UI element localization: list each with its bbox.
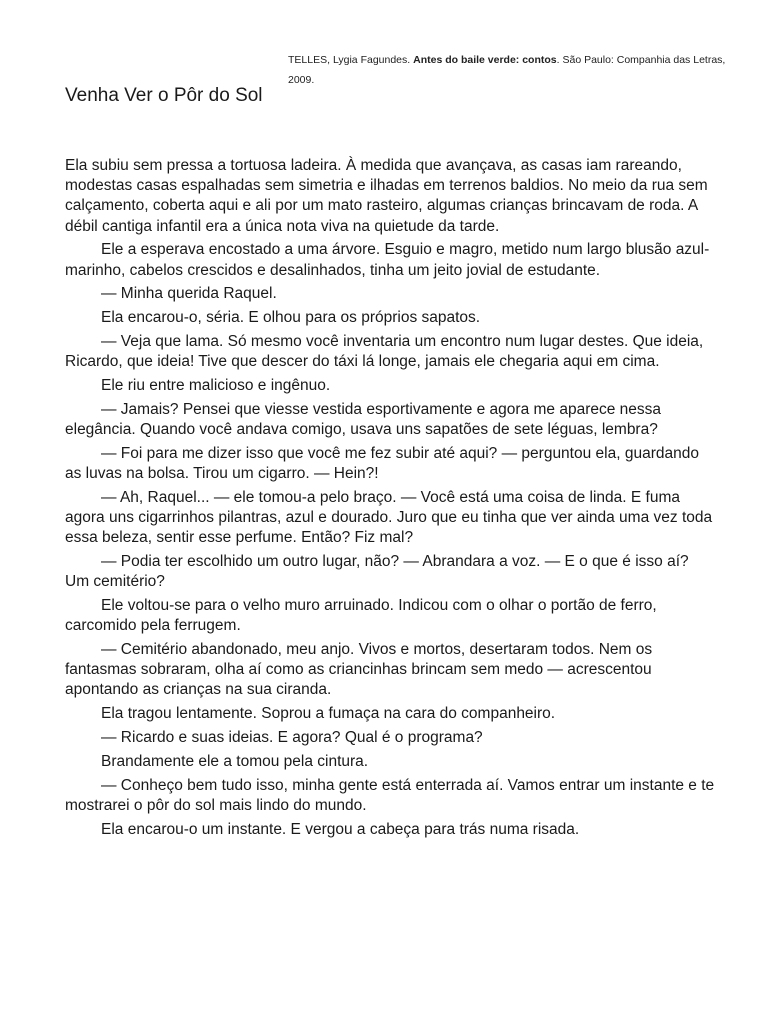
citation-publisher: . São Paulo: Companhia das Letras, 2009. [288,54,726,86]
citation-authors: TELLES, Lygia Fagundes. [288,54,411,66]
bibliographic-citation [288,50,738,90]
citation-book-title: Antes do baile verde: contos [413,54,557,66]
story-paragraph: Ele a esperava encostado a uma árvore. Esguio e magro, metido num largo blusão azul-marinho, cabelos crescidos e desalinhados, tinha um jeito jovial de estudante. [65,241,710,279]
story-paragraph: — Jamais? Pensei que viesse vestida esportivamente e agora me aparece nessa elegância. Quando você andava comigo, usava uns sapatões de sete léguas, lembra? [65,400,662,438]
story-paragraph: — Podia ter escolhido um outro lugar, não? — Abrandara a voz. — E o que é isso aí? Um cemitério? [65,553,689,591]
story-paragraph: Ele voltou-se para o velho muro arruinado. Indicou com o olhar o portão de ferro, carcomido pela ferrugem. [65,597,657,635]
story-paragraph: — Conheço bem tudo isso, minha gente está enterrada aí. Vamos entrar um instante e te mostrarei o pôr do sol mais lindo do mundo. [65,776,715,814]
story-paragraph: — Foi para me dizer isso que você me fez subir até aqui? — perguntou ela, guardando as luvas na bolsa. Tirou um cigarro. — Hein?! [65,444,699,482]
story-paragraph: Ela subiu sem pressa a tortuosa ladeira. À medida que avançava, as casas iam rareando, modestas casas espalhadas sem simetria e ilhadas em terrenos baldios. No meio da rua sem calçamento, coberta aqui e ali por um mato rasteiro, algumas crianças brincavam de roda. A débil cantiga infantil era a única nota viva na quietude da tarde. [65,157,708,235]
story-paragraph: Brandamente ele a tomou pela cintura. [101,752,369,770]
story-paragraph: Ela tragou lentamente. Soprou a fumaça na cara do companheiro. [101,705,556,723]
story-paragraph: Ela encarou-o um instante. E vergou a cabeça para trás numa risada. [101,820,580,838]
story-body [65,156,715,843]
story-paragraph: — Ah, Raquel... — ele tomou-a pelo braço. — Você está uma coisa de linda. E fuma agora uns cigarrinhos pilantras, azul e dourado. Juro que eu tinha que ver ainda uma vez toda essa beleza, sentir esse perfume. Então? Fiz mal? [65,488,713,547]
story-paragraph: — Cemitério abandonado, meu anjo. Vivos e mortos, desertaram todos. Nem os fantasmas sobraram, olha aí como as criancinhas brincam sem medo — acrescentou apontando as crianças na sua ciranda. [65,641,653,699]
story-paragraph: — Veja que lama. Só mesmo você inventaria um encontro num lugar destes. Que ideia, Ricardo, que ideia! Tive que descer do táxi lá longe, jamais ele chegaria aqui em cima. [65,333,704,371]
story-paragraph: — Minha querida Raquel. [101,285,277,303]
story-title: Venha Ver o Pôr do Sol [65,85,263,106]
story-paragraph: — Ricardo e suas ideias. E agora? Qual é o programa? [101,729,483,746]
story-paragraph: Ele riu entre malicioso e ingênuo. [101,377,331,394]
story-paragraph: Ela encarou-o, séria. E olhou para os próprios sapatos. [101,309,481,327]
